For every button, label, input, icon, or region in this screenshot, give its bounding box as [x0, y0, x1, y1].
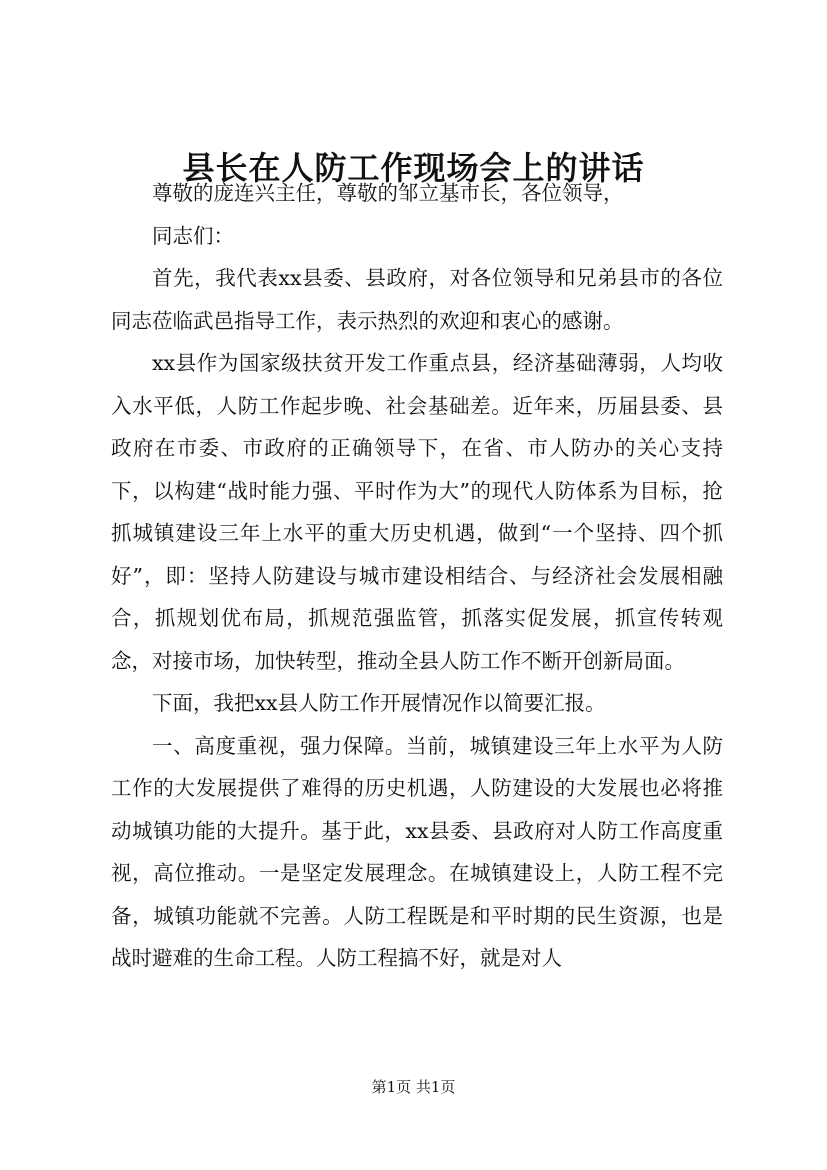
page-number-footer: 第1页 共1页	[371, 1078, 456, 1096]
paragraph-section-one: 一、高度重视，强力保障。当前，城镇建设三年上水平为人防工作的大发展提供了难得的历史机遇，人防建设的大发展也必将推动城镇功能的大提升。基于此，xx县委、县政府对人防工作高度重视，高位推动。一是坚定发展理念。在城镇建设上，人防工程不完备，城镇功能就不完善。人防工程既是和平时期的民生资源，也是战时避难的生命工程。人防工程搞不好，就是对人	[111, 733, 723, 970]
paragraph-welcome: 首先，我代表xx县委、县政府，对各位领导和兄弟县市的各位同志莅临武邑指导工作，表示热烈的欢迎和衷心的感谢。	[111, 266, 723, 333]
paragraph-report-intro: 下面，我把xx县人防工作开展情况作以简要汇报。	[152, 691, 606, 715]
document-title: 县长在人防工作现场会上的讲话	[182, 149, 645, 187]
document-body	[111, 172, 723, 980]
paragraph-comrades: 同志们：	[152, 223, 234, 248]
paragraph-salutation: 尊敬的庞连兴主任，尊敬的邹立基市长，各位领导，	[152, 181, 624, 205]
paragraph-overview: xx县作为国家级扶贫开发工作重点县，经济基础薄弱，人均收入水平低，人防工作起步晚、社会基础差。近年来，历届县委、县政府在市委、市政府的正确领导下，在省、市人防办的关心支持下，以构建“战时能力强、平时作为大”的现代人防体系为目标，抢抓城镇建设三年上水平的重大历史机遇，做到“一个坚持、四个抓好”，即：坚持人防建设与城市建设相结合、与经济社会发展相融合，抓规划优布局，抓规范强监管，抓落实促发展，抓宣传转观念，对接市场，加快转型，推动全县人防工作不断开创新局面。	[111, 351, 723, 673]
